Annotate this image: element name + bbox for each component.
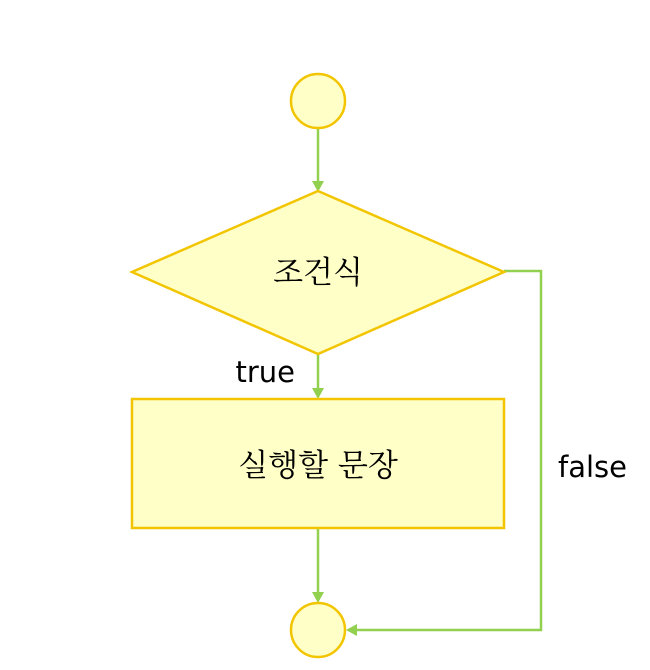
statement-label: 실행할 문장 — [238, 448, 398, 484]
statement-to-end-arrowhead — [312, 592, 324, 603]
start-node — [291, 74, 345, 128]
end-node — [291, 603, 345, 657]
condition-label: 조건식 — [273, 255, 363, 291]
false-branch-arrowhead — [346, 624, 357, 636]
false-label: false — [558, 450, 627, 484]
true-branch-arrowhead — [312, 388, 324, 399]
true-label: true — [235, 355, 295, 389]
